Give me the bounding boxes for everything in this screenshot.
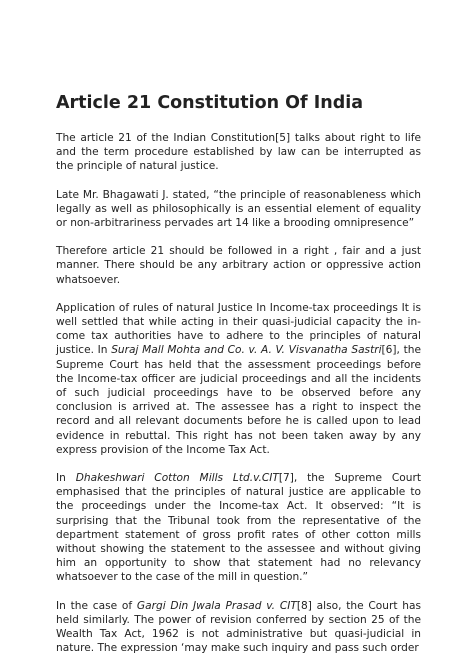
case-name-suraj-mall: Suraj Mall Mohta and Co. v. A. V. Visvanatha Sastri [111, 344, 382, 357]
paragraph-bhagawati-quote: Late Mr. Bhagawati J. stated, “the principle of reasonableness which legally as well as philosophically is an essential element of equality or non-arbitrariness pervades art 14 like a brooding omnipresence” [56, 188, 421, 230]
text-segment: In the case of [56, 599, 137, 612]
text-segment: [7], the Supreme Court emphasised that the principles of natural justice are applicable to the proceedings under the Income-tax Act. It observed: “It is surprising that the Tribunal took from the representative of the department statement of gross profit rates of other cotton mills without showing the statement to the assessee and without giving him an opportunity to show that statement had no relevancy whatsoever to the case of the mill in question.” [56, 472, 421, 584]
case-name-dhakeshwari: Dhakeshwari Cotton Mills Ltd.v.CIT [75, 472, 279, 485]
text-segment: Application of rules of natural Justice In Income-tax proceedings It is well settled that while acting in their quasi-judicial capacity the in-come tax authorities have to adhere to the principles of natural justice. In [56, 301, 421, 357]
document-page [56, 92, 421, 670]
text-segment: In [56, 472, 76, 485]
paragraph-gargi-din [56, 599, 421, 656]
text-segment: [6], the Supreme Court has held that the assessment proceedings before the Income-tax officer are judicial proceedings and all the incidents of such judicial proceedings have to be observed before any conclusion is arrived at. The assessee has a right to inspect the record and all relevant documents before he is called upon to lead evidence in rebuttal. This right has not been taken away by any express provision of the Income Tax Act. [56, 344, 421, 456]
paragraph-natural-justice [56, 301, 421, 457]
page-title: Article 21 Constitution Of India [56, 93, 364, 113]
paragraph-article-21: The article 21 of the Indian Constitution[5] talks about right to life and the term procedure established by law can be interrupted as the principle of natural justice. [56, 132, 421, 173]
paragraph-dhakeshwari [56, 471, 421, 585]
text-segment: [8] also, the Court has held similarly. The power of revision conferred by section 25 of the Wealth Tax Act, 1962 is not administrative but quasi-judicial in nature. The expression ‘may make such inquiry and pass such order [56, 599, 421, 655]
case-name-gargi-din: Gargi Din Jwala Prasad v. CIT [136, 599, 297, 612]
paragraph-fair-manner: Therefore article 21 should be followed in a right , fair and a just manner. There should be any arbitrary action or oppressive action whatsoever. [56, 245, 421, 286]
